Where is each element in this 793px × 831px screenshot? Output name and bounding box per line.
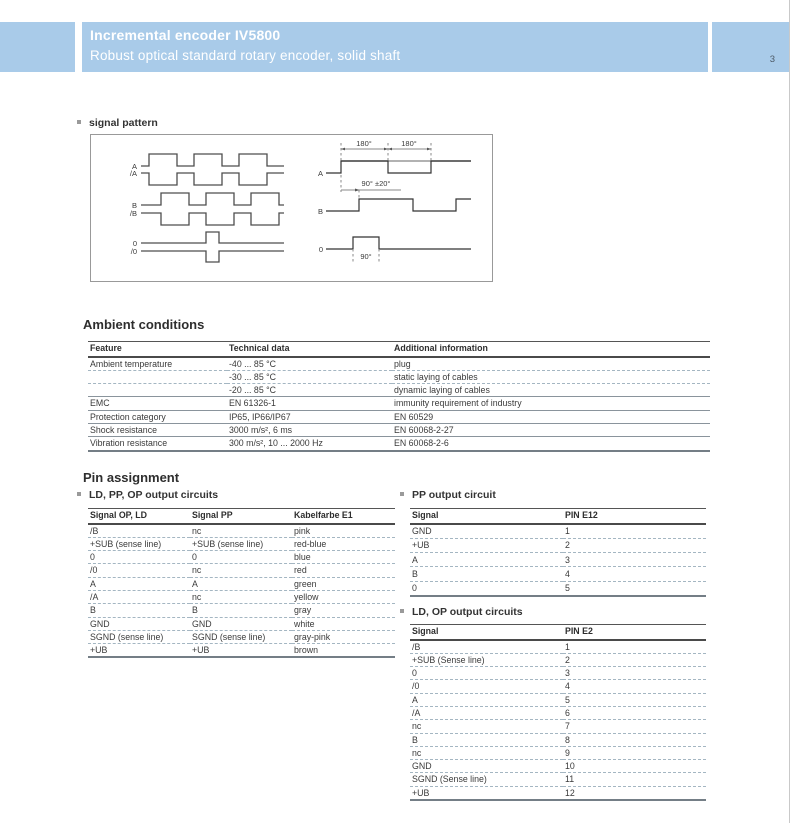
table-cell: brown (294, 645, 318, 656)
table-cell: EN 60068-2-27 (392, 423, 710, 436)
waveform-label-a: A (131, 162, 137, 171)
table-row (410, 640, 706, 654)
table-cell: blue (292, 551, 395, 564)
table-row (410, 733, 706, 746)
phase-waveform-b (326, 199, 471, 211)
table-cell: 12 (565, 787, 575, 798)
square-bullet-icon (400, 609, 404, 613)
table-header-row (410, 509, 706, 524)
table-row (88, 577, 395, 590)
table-row (88, 644, 395, 658)
table-row (88, 423, 710, 436)
table-cell: plug (392, 357, 710, 371)
table-row (410, 720, 706, 733)
waveform-b-inv (141, 213, 284, 225)
table-cell: immunity requirement of industry (392, 397, 710, 410)
table-cell: /0 (410, 680, 563, 693)
table-cell: dynamic laying of cables (392, 384, 710, 397)
table-cell: +SUB (Sense line) (410, 653, 563, 666)
table-cell: green (292, 577, 395, 590)
table-cell: nc (410, 746, 563, 759)
table-cell: 10 (563, 760, 706, 773)
table-row (410, 667, 706, 680)
waveform-label-a-inv: /A (129, 169, 137, 178)
table-cell: GND (410, 760, 563, 773)
pp-output-table (410, 508, 706, 597)
table-header-row (88, 509, 395, 524)
phase-label-a: A (317, 169, 323, 178)
ld-op-heading (400, 606, 523, 618)
table-row (88, 617, 395, 630)
column-header: Kabelfarbe E1 (292, 509, 395, 524)
table-cell: IP65, IP66/IP67 (227, 410, 392, 423)
table-row (410, 693, 706, 706)
table-row (410, 706, 706, 719)
column-header: Signal (410, 509, 563, 524)
table-cell: nc (190, 564, 292, 577)
page-title: Incremental encoder IV5800 (90, 27, 281, 43)
table-cell: SGND (sense line) (88, 630, 190, 643)
table-cell: EMC (88, 397, 227, 410)
table-row (410, 538, 706, 552)
table-row (410, 567, 706, 581)
table-cell: /0 (88, 564, 190, 577)
signal-pattern-heading (77, 117, 158, 129)
column-header: Signal PP (190, 509, 292, 524)
dim-phase-90: 90° ±20° (361, 179, 391, 188)
table-cell (88, 384, 227, 397)
square-bullet-icon (77, 120, 81, 124)
column-header: PIN E2 (563, 625, 706, 640)
pp-output-heading-label: PP output circuit (412, 489, 496, 501)
ld-op-table (410, 624, 706, 801)
column-header: Additional information (392, 342, 710, 357)
ambient-conditions-table (88, 341, 710, 452)
table-row (410, 653, 706, 666)
table-cell: Shock resistance (88, 423, 227, 436)
table-cell: SGND (sense line) (190, 630, 292, 643)
table-cell: yellow (292, 590, 395, 603)
signal-waveforms-svg (91, 135, 492, 281)
table-cell: static laying of cables (392, 370, 710, 383)
header-page-number-block (712, 22, 790, 72)
table-row (88, 524, 395, 538)
header-bar (82, 22, 708, 72)
table-cell: /B (410, 640, 563, 654)
pin-assignment-heading: Pin assignment (83, 470, 180, 485)
table-row (88, 564, 395, 577)
table-cell: nc (410, 720, 563, 733)
table-cell: /A (88, 590, 190, 603)
table-cell: 300 m/s², 10 ... 2000 Hz (229, 438, 323, 449)
table-cell: gray (292, 604, 395, 617)
table-cell: B (88, 604, 190, 617)
table-cell: Vibration resistance (90, 438, 168, 449)
table-row (88, 630, 395, 643)
table-cell: EN 61326-1 (227, 397, 392, 410)
phase-label-0: 0 (318, 245, 323, 254)
phase-waveform-a (326, 161, 471, 173)
table-header-row (88, 342, 710, 357)
table-cell: gray-pink (292, 630, 395, 643)
table-row (88, 357, 710, 371)
table-row (410, 524, 706, 539)
table-cell: GND (88, 617, 190, 630)
dim-180-first: 180° (356, 139, 372, 148)
waveform-label-0: 0 (132, 239, 137, 248)
column-header: Feature (88, 342, 227, 357)
table-row (410, 553, 706, 567)
table-cell: pink (292, 524, 395, 538)
table-cell: 8 (563, 733, 706, 746)
column-header: Signal (410, 625, 563, 640)
table-cell: -20 ... 85 °C (227, 384, 392, 397)
table-cell: 4 (563, 567, 706, 581)
table-cell: A (410, 693, 563, 706)
signal-pattern-heading-label: signal pattern (89, 117, 158, 129)
table-cell: /B (88, 524, 190, 538)
table-cell: GND (190, 617, 292, 630)
table-cell: 1 (563, 640, 706, 654)
table-cell: 4 (563, 680, 706, 693)
table-cell: A (410, 553, 563, 567)
table-cell: 2 (563, 653, 706, 666)
table-row (88, 370, 710, 383)
waveform-b (141, 193, 284, 205)
table-cell: 0 (412, 583, 417, 594)
table-cell: EN 60068-2-6 (394, 438, 449, 449)
table-row (88, 551, 395, 564)
ld-pp-op-heading-label: LD, PP, OP output circuits (89, 489, 219, 501)
waveform-label-b: B (131, 201, 137, 210)
table-cell: GND (410, 524, 563, 539)
table-cell: 0 (88, 551, 190, 564)
table-cell: red-blue (292, 537, 395, 550)
table-cell: 3 (563, 553, 706, 567)
waveform-index-inv (141, 251, 284, 262)
header-left-block (0, 22, 75, 72)
table-cell: 9 (563, 746, 706, 759)
table-row (88, 384, 710, 397)
column-header: Technical data (227, 342, 392, 357)
table-row (88, 410, 710, 423)
table-row (88, 604, 395, 617)
table-cell: 1 (563, 524, 706, 539)
table-cell: Protection category (88, 410, 227, 423)
table-cell: 5 (565, 583, 570, 594)
table-cell: 0 (190, 551, 292, 564)
table-cell: B (190, 604, 292, 617)
table-row (410, 773, 706, 786)
table-cell: nc (190, 524, 292, 538)
square-bullet-icon (400, 492, 404, 496)
waveform-a (141, 154, 284, 166)
table-row (88, 590, 395, 603)
table-cell: -30 ... 85 °C (227, 370, 392, 383)
table-cell: 6 (563, 706, 706, 719)
table-cell: red (292, 564, 395, 577)
column-header: Signal OP, LD (88, 509, 190, 524)
table-cell: white (292, 617, 395, 630)
table-row (88, 437, 710, 451)
table-row (410, 760, 706, 773)
page-subtitle: Robust optical standard rotary encoder, solid shaft (90, 48, 401, 63)
waveform-label-0-inv: /0 (130, 247, 137, 256)
table-cell: 3000 m/s², 6 ms (227, 423, 392, 436)
phase-label-b: B (317, 207, 323, 216)
table-cell: +UB (410, 538, 563, 552)
table-cell: +SUB (sense line) (190, 537, 292, 550)
table-cell: nc (190, 590, 292, 603)
table-cell: +SUB (sense line) (88, 537, 190, 550)
square-bullet-icon (77, 492, 81, 496)
table-row (88, 537, 395, 550)
waveform-index (141, 232, 284, 243)
table-cell: 5 (563, 693, 706, 706)
table-cell: EN 60529 (392, 410, 710, 423)
table-cell: 3 (563, 667, 706, 680)
table-row (88, 397, 710, 410)
table-cell: SGND (Sense line) (410, 773, 563, 786)
signal-pattern-diagram (90, 134, 493, 282)
column-header: PIN E12 (563, 509, 706, 524)
waveform-label-b-inv: /B (129, 209, 137, 218)
pp-output-heading (400, 489, 496, 501)
table-row (410, 581, 706, 596)
table-cell: 7 (563, 720, 706, 733)
page-edge-line (789, 0, 790, 823)
table-row (410, 786, 706, 800)
ld-op-heading-label: LD, OP output circuits (412, 606, 523, 618)
table-row (410, 680, 706, 693)
ambient-conditions-heading: Ambient conditions (83, 317, 205, 332)
table-cell: 0 (410, 667, 563, 680)
page-number: 3 (769, 54, 775, 65)
waveform-a-inv (141, 173, 284, 185)
phase-waveform-index (326, 237, 471, 249)
table-cell: A (88, 577, 190, 590)
table-cell: +UB (90, 645, 108, 656)
table-cell: B (410, 567, 563, 581)
table-cell: +UB (412, 787, 430, 798)
table-cell: 11 (563, 773, 706, 786)
table-cell: Ambient temperature (88, 357, 227, 371)
table-cell: +UB (192, 645, 210, 656)
table-cell: A (190, 577, 292, 590)
dim-zero-pulse-90: 90° (360, 252, 372, 261)
dim-180-second: 180° (401, 139, 417, 148)
table-cell: 2 (563, 538, 706, 552)
table-cell: /A (410, 706, 563, 719)
ld-pp-op-table (88, 508, 395, 658)
table-cell: B (410, 733, 563, 746)
table-cell (88, 370, 227, 383)
table-header-row (410, 625, 706, 640)
table-cell: -40 ... 85 °C (227, 357, 392, 371)
ld-pp-op-heading (77, 489, 218, 501)
table-row (410, 746, 706, 759)
